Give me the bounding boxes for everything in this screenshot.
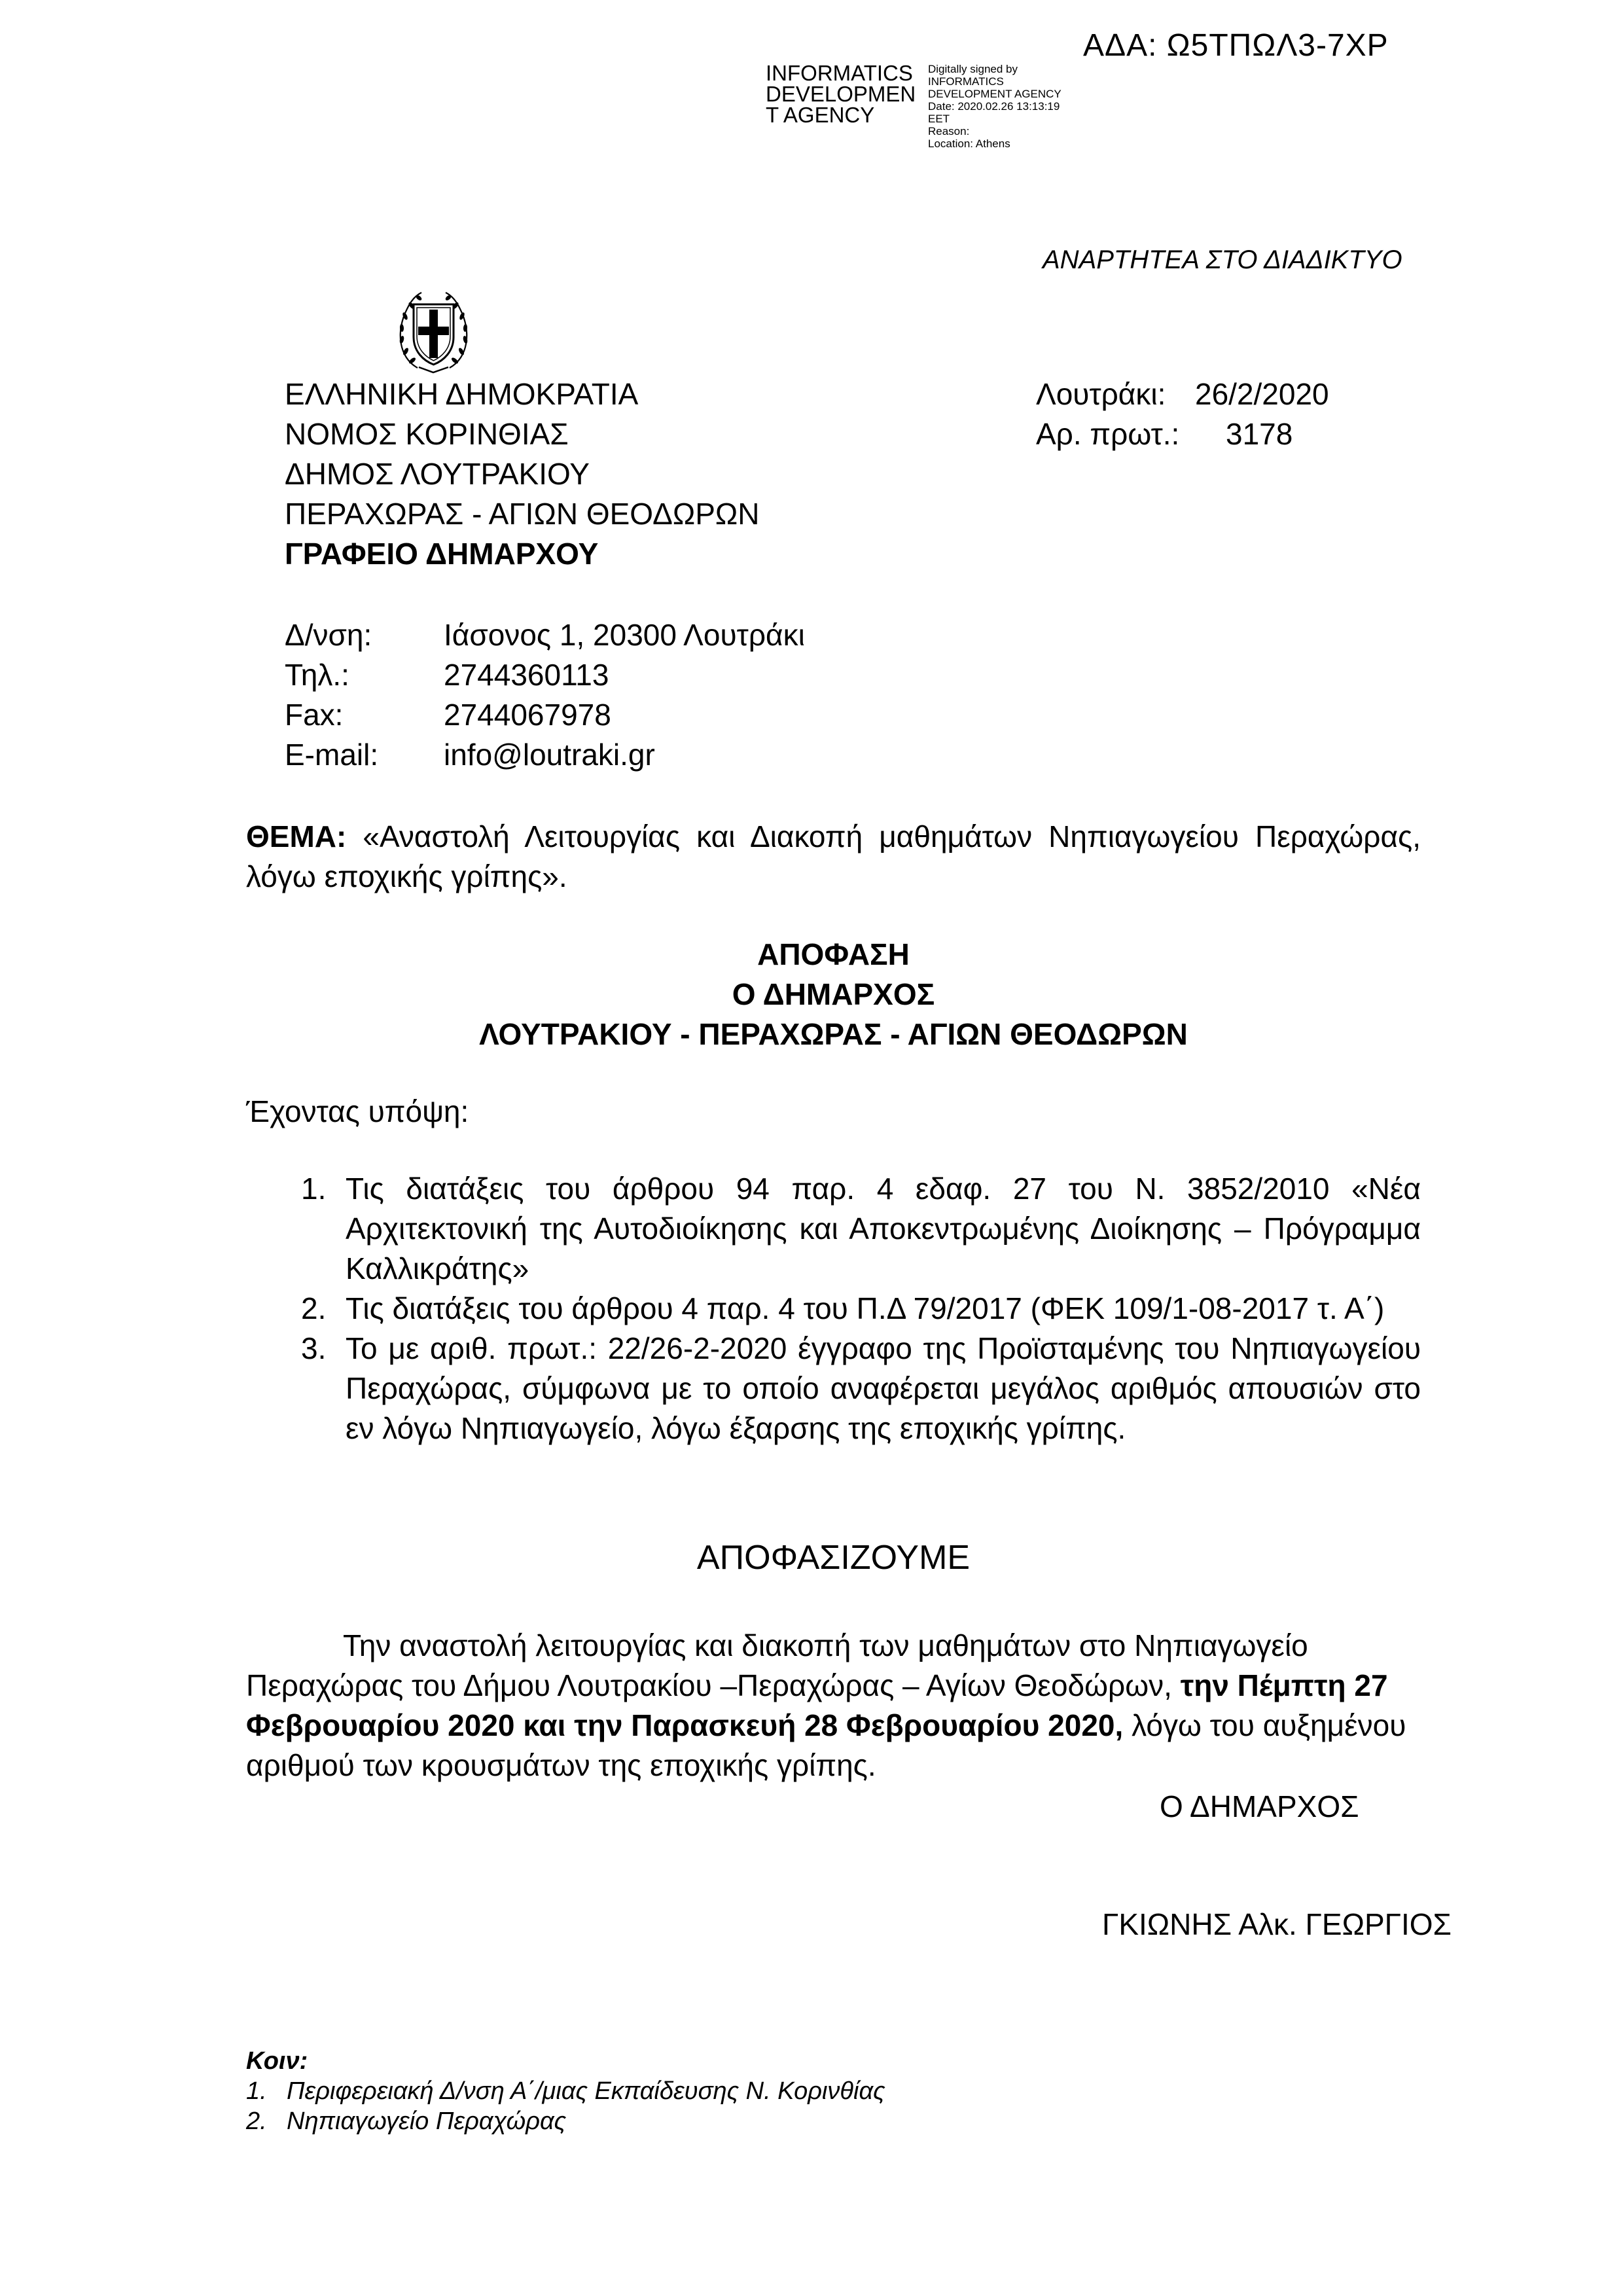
copies-block [246, 2046, 885, 2136]
protocol-number: 3178 [1226, 417, 1293, 451]
ada-reference: ΑΔΑ: Ω5ΤΠΩΛ3-7ΧΡ [1083, 28, 1389, 63]
we-decide-heading: ΑΠΟΦΑΣΙΖΟΥΜΕ [696, 1539, 971, 1577]
copies-label: Κοιν: [246, 2047, 308, 2075]
phone-value: 2744360113 [444, 658, 609, 692]
list-item-text: Νηπιαγωγείο Περαχώρας [287, 2108, 567, 2135]
mayor-name: ΓΚΙΩΝΗΣ Αλκ. ΓΕΩΡΓΙΟΣ [1102, 1907, 1452, 1941]
signature-detail-line: Location: Athens [928, 137, 1010, 150]
decision-text-end: λόγω του αυξημένου αριθμού των κρουσμάτων της εποχικής γρίπης. [246, 1708, 1406, 1782]
signature-details [928, 63, 1061, 150]
signature-name-line: T AGENCY [766, 103, 875, 127]
email-label: E-mail: [285, 738, 379, 772]
decision-heading [246, 935, 1421, 1054]
address-value: Ιάσονος 1, 20300 Λουτράκι [444, 618, 805, 652]
signature-detail-line: Date: 2020.02.26 13:13:19 [928, 100, 1060, 113]
list-item-text: Περιφερειακή Δ/νση Α΄/μιας Εκπαίδευσης Ν. Κορινθίας [287, 2077, 885, 2105]
subject-label: ΘΕΜΑ: [246, 819, 347, 853]
issuer-block [285, 374, 760, 574]
list-item [301, 1329, 1421, 1448]
decision-dates: την Πέμπτη 27 Φεβρουαρίου 2020 και την Παρασκευή 28 Φεβρουαρίου 2020, [246, 1668, 1388, 1742]
decision-paragraph [246, 1626, 1421, 1785]
considerations-list [301, 1169, 1421, 1448]
issuer-line: ΕΛΛΗΝΙΚΗ ΔΗΜΟΚΡΑΤΙΑ [285, 377, 639, 411]
signature-detail-line: Digitally signed by [928, 63, 1018, 75]
issuer-line: ΝΟΜΟΣ ΚΟΡΙΝΘΙΑΣ [285, 417, 569, 451]
fax-label: Fax: [285, 698, 344, 732]
decision-text: Την αναστολή λειτουργίας και διακοπή των μαθημάτων στο Νηπιαγωγείο Περαχώρας του Δήμου Λουτρακίου –Περαχώρας – Αγίων Θεοδώρων, [246, 1628, 1308, 1702]
having-regard-label: Έχοντας υπόψη: [246, 1094, 469, 1128]
place-date-block [1036, 374, 1329, 454]
list-item-number: 3. [301, 1331, 327, 1365]
web-posting-notice: ΑΝΑΡΤΗΤΕΑ ΣΤΟ ΔΙΑΔΙΚΤΥΟ [1043, 245, 1402, 274]
phone-label: Τηλ.: [285, 658, 349, 692]
heading-line: ΑΠΟΦΑΣΗ [757, 937, 910, 971]
list-item-text: Τις διατάξεις του άρθρου 4 παρ. 4 του Π.Δ 79/2017 (ΦΕΚ 109/1-08-2017 τ. Α΄) [346, 1291, 1385, 1325]
list-item-number: 1. [301, 1172, 327, 1206]
list-item [246, 2106, 885, 2136]
protocol-label: Αρ. πρωτ.: [1036, 417, 1180, 451]
issuer-line: ΠΕΡΑΧΩΡΑΣ - ΑΓΙΩΝ ΘΕΟΔΩΡΩΝ [285, 497, 760, 531]
signature-detail-line: EET [928, 113, 950, 125]
list-item [301, 1169, 1421, 1289]
signature-detail-line: INFORMATICS [928, 75, 1004, 88]
address-label: Δ/νση: [285, 618, 372, 652]
fax-value: 2744067978 [444, 698, 611, 732]
list-item-text: Τις διατάξεις του άρθρου 94 παρ. 4 εδαφ. 27 του Ν. 3852/2010 «Νέα Αρχιτεκτονική της Αυτοδιοίκησης και Αποκεντρωμένης Διοίκησης – Πρόγραμμα Καλλικράτης» [346, 1172, 1421, 1285]
list-item-number: 2. [301, 1291, 327, 1325]
mayor-title: Ο ΔΗΜΑΡΧΟΣ [1160, 1789, 1359, 1823]
heading-line: Ο ΔΗΜΑΡΧΟΣ [732, 977, 935, 1011]
email-value: info@loutraki.gr [444, 738, 655, 772]
place-label: Λουτράκι: [1036, 377, 1166, 411]
greek-emblem-icon [393, 286, 474, 378]
issuer-office: ΓΡΑΦΕΙΟ ΔΗΜΑΡΧΟΥ [285, 537, 599, 571]
subject-line [246, 817, 1421, 897]
signature-detail-line: Reason: [928, 125, 970, 137]
list-item-number: 2. [246, 2108, 267, 2135]
issuer-line: ΔΗΜΟΣ ΛΟΥΤΡΑΚΙΟΥ [285, 457, 590, 491]
signature-name-line: INFORMATICS [766, 61, 913, 85]
list-item-text: Το με αριθ. πρωτ.: 22/26-2-2020 έγγραφο της Προϊσταμένης του Νηπιαγωγείου Περαχώρας, σύμφωνα με το οποίο αναφέρεται μεγάλος αριθμός απουσιών στο εν λόγω Νηπιαγωγείο, λόγω έξαρσης της εποχικής γρίπης. [346, 1331, 1421, 1445]
document-date: 26/2/2020 [1195, 377, 1329, 411]
list-item [301, 1289, 1421, 1329]
signature-signer-name [766, 63, 916, 126]
heading-line: ΛΟΥΤΡΑΚΙΟΥ - ΠΕΡΑΧΩΡΑΣ - ΑΓΙΩΝ ΘΕΟΔΩΡΩΝ [479, 1017, 1188, 1051]
list-item-number: 1. [246, 2077, 267, 2105]
subject-text: «Αναστολή Λειτουργίας και Διακοπή μαθημάτων Νηπιαγωγείου Περαχώρας, λόγω εποχικής γρίπης». [246, 819, 1421, 893]
list-item [246, 2076, 885, 2106]
signature-detail-line: DEVELOPMENT AGENCY [928, 88, 1061, 100]
signature-name-line: DEVELOPMEN [766, 82, 916, 106]
